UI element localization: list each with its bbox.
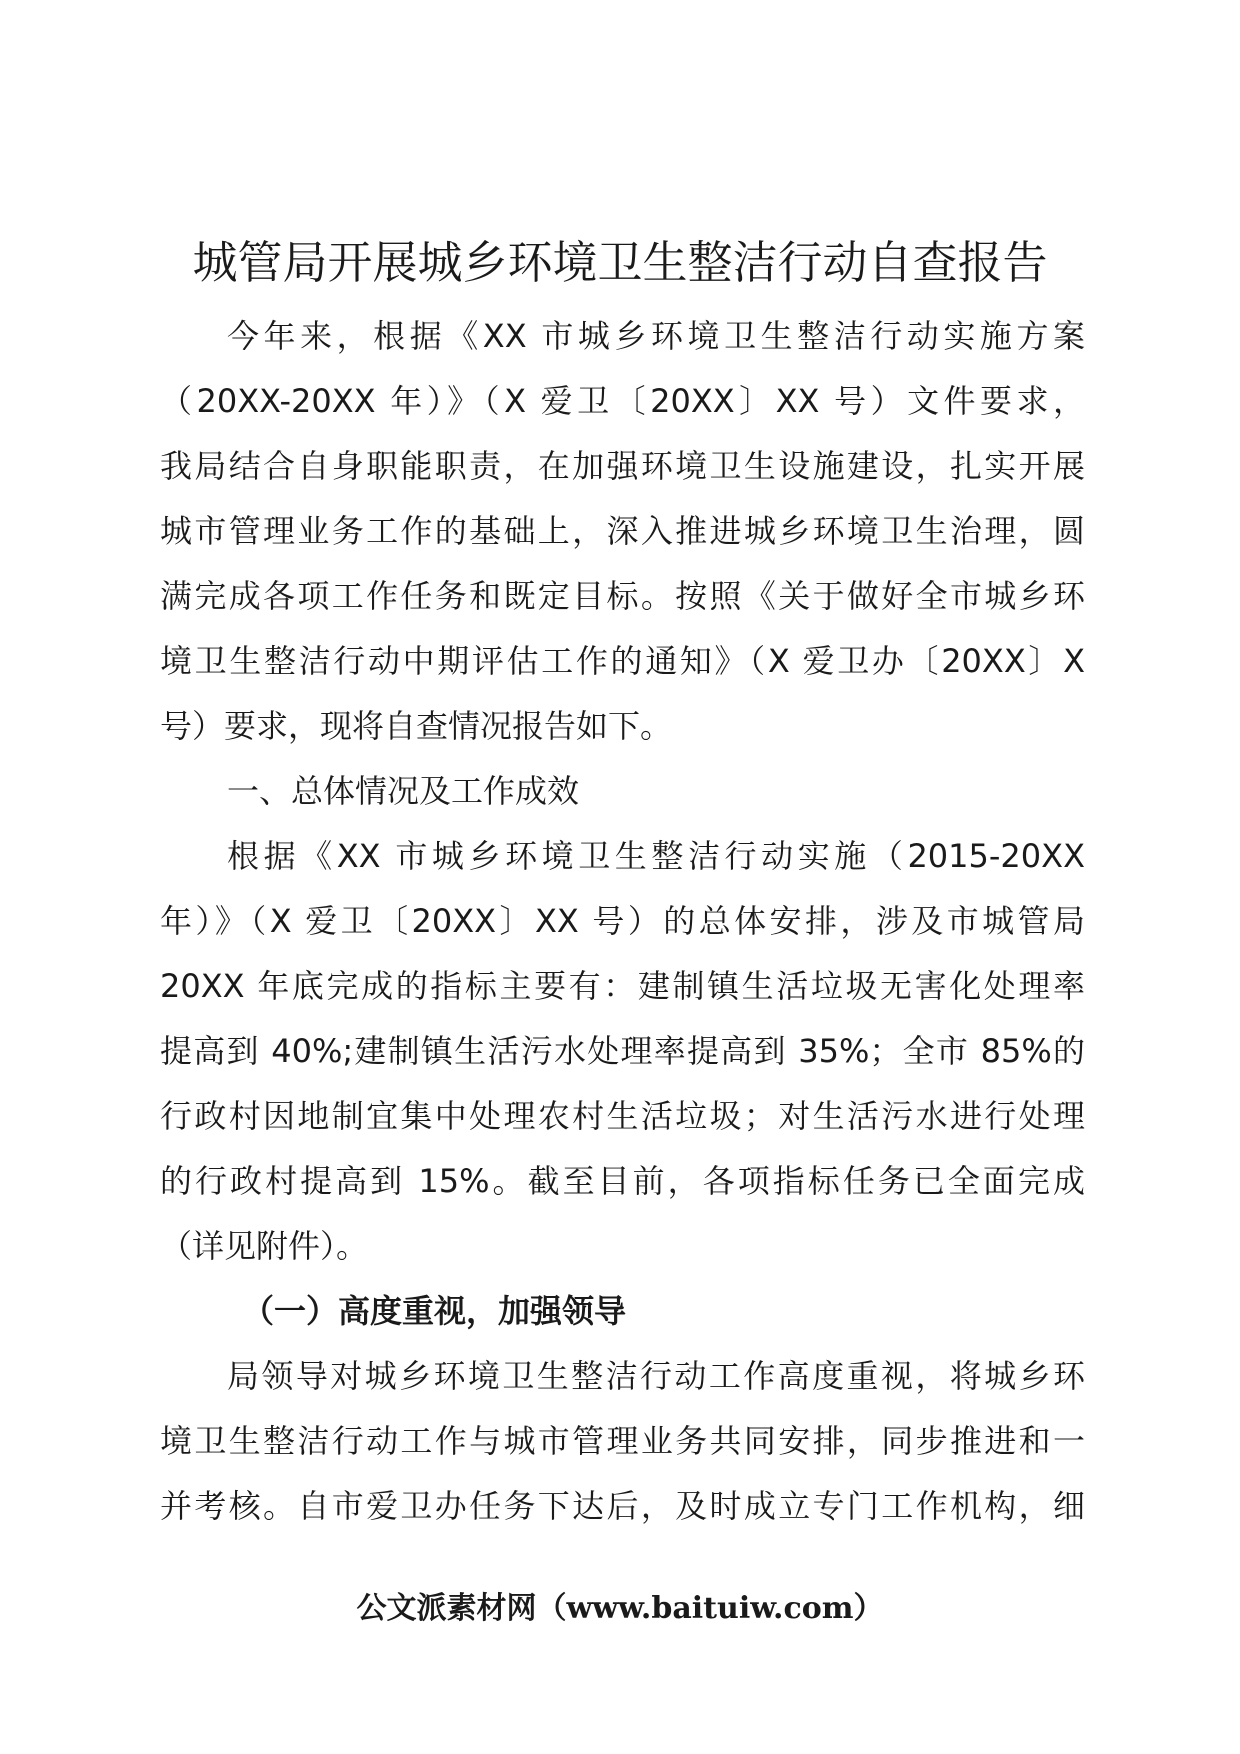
- paragraph-line: 号）要求，现将自查情况报告如下。: [160, 707, 673, 745]
- paragraph-line: 并考核。自市爱卫办任务下达后，及时成立专门工作机构，细: [160, 1487, 1085, 1525]
- paragraph-line: （详见附件）。: [160, 1227, 369, 1265]
- paragraph-line: 行政村因地制宜集中处理农村生活垃圾；对生活污水进行处理: [160, 1097, 1085, 1135]
- paragraph-line: 境卫生整洁行动中期评估工作的通知》（X 爱卫办〔20XX〕X: [160, 642, 1085, 680]
- document-title: 城管局开展城乡环境卫生整洁行动自查报告: [192, 236, 1048, 289]
- paragraph-line: 的行政村提高到 15%。截至目前，各项指标任务已全面完成: [160, 1162, 1085, 1200]
- paragraph-line: 城市管理业务工作的基础上，深入推进城乡环境卫生治理，圆: [160, 512, 1085, 550]
- paragraph-line: （20XX-20XX 年）》（X 爱卫〔20XX〕XX 号）文件要求，: [160, 382, 1085, 420]
- paragraph-line: 局领导对城乡环境卫生整洁行动工作高度重视，将城乡环: [227, 1357, 1085, 1395]
- subsection-heading: （一）高度重视，加强领导: [242, 1292, 627, 1330]
- paragraph-line: 满完成各项工作任务和既定目标。按照《关于做好全市城乡环: [160, 577, 1085, 615]
- section-heading: 一、总体情况及工作成效: [227, 772, 580, 810]
- paragraph-line: 境卫生整洁行动工作与城市管理业务共同安排，同步推进和一: [160, 1422, 1085, 1460]
- paragraph-line: 年）》（X 爱卫〔20XX〕XX 号）的总体安排，涉及市城管局: [160, 902, 1085, 940]
- paragraph-line: 20XX 年底完成的指标主要有：建制镇生活垃圾无害化处理率: [160, 967, 1085, 1005]
- document-body: [160, 304, 1085, 1539]
- paragraph-line: 我局结合自身职能职责，在加强环境卫生设施建设，扎实开展: [160, 447, 1085, 485]
- paragraph-line: 提高到 40%;建制镇生活污水处理率提高到 35%；全市 85%的: [160, 1032, 1085, 1070]
- footer-watermark: 公文派素材网（www.baituiw.com）: [356, 1591, 884, 1626]
- paragraph-line: 今年来，根据《XX 市城乡环境卫生整洁行动实施方案: [227, 317, 1085, 355]
- paragraph-line: 根据《XX 市城乡环境卫生整洁行动实施（2015-20XX: [227, 837, 1085, 875]
